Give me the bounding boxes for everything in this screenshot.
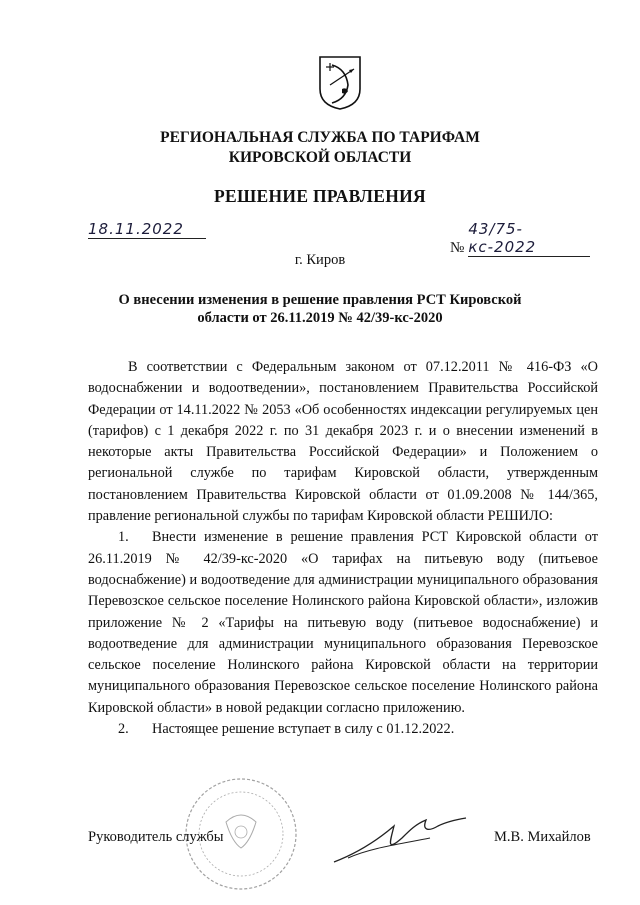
coat-of-arms-icon <box>318 55 362 111</box>
subject-line2: области от 26.11.2019 № 42/39-кс-2020 <box>197 310 443 326</box>
city: г. Киров <box>294 252 346 268</box>
signatory-name: М.В. Михайлов <box>494 829 591 845</box>
item-1-number: 1. <box>118 529 129 546</box>
date-field <box>88 220 206 239</box>
item-1-text: Внести изменение в решение правления РСТ Кировской области от 26.11.2019 № 42/39-кс-2020 «О тарифах на питьевую воду (питьевое водоснабжение) и водоотведение для администрации муниципального образования Перевозское сельское поселение Нолинского района Кировской области», изложив приложение № 2 «Тарифы на питьевую воду (питьевое водоснабжение) и водоотведение для администрации муниципального образования Перевозское сельское поселение Нолинского района Кировской области на территории муниципального образования Перевозское сельское поселение Нолинского района Кировской области» в новой редакции согласно приложению. <box>88 529 598 716</box>
org-name-line2: КИРОВСКОЙ ОБЛАСТИ <box>228 149 412 166</box>
org-name-line1: РЕГИОНАЛЬНАЯ СЛУЖБА ПО ТАРИФАМ <box>160 129 480 146</box>
item-2-text: Настоящее решение вступает в силу с 01.12.2022. <box>152 721 455 738</box>
handwritten-signature-icon <box>330 808 470 868</box>
item-2-number: 2. <box>118 721 129 738</box>
date-value: 18.11.2022 <box>88 220 184 238</box>
number-value: 43/75-кс-2022 <box>468 220 590 257</box>
intro-paragraph: В соответствии с Федеральным законом от 07.12.2011 № 416-ФЗ «О водоснабжении и водоотведении», постановлением Правительства Российской Федерации от 14.11.2022 № 2053 «Об особенностях индексации регулируемых цен (тарифов) с 1 декабря 2022 г. по 31 декабря 2023 г. и о внесении изменений в некоторые акты Правительства Российской Федерации» и Положением о региональной службе по тарифам Кировской области, утвержденным постановлением Правительства Кировской области от 01.09.2008 № 144/365, правление региональной службы по тарифам Кировской области РЕШИЛО: <box>88 359 598 525</box>
item-2 <box>88 719 598 740</box>
number-field <box>450 220 598 256</box>
subject-line1: О внесении изменения в решение правления РСТ Кировской <box>118 292 522 308</box>
document-body <box>88 357 598 740</box>
number-sign: № <box>450 240 465 256</box>
signatory-position: Руководитель службы <box>88 829 224 845</box>
item-1 <box>88 527 598 719</box>
document-type: РЕШЕНИЕ ПРАВЛЕНИЯ <box>214 186 426 206</box>
